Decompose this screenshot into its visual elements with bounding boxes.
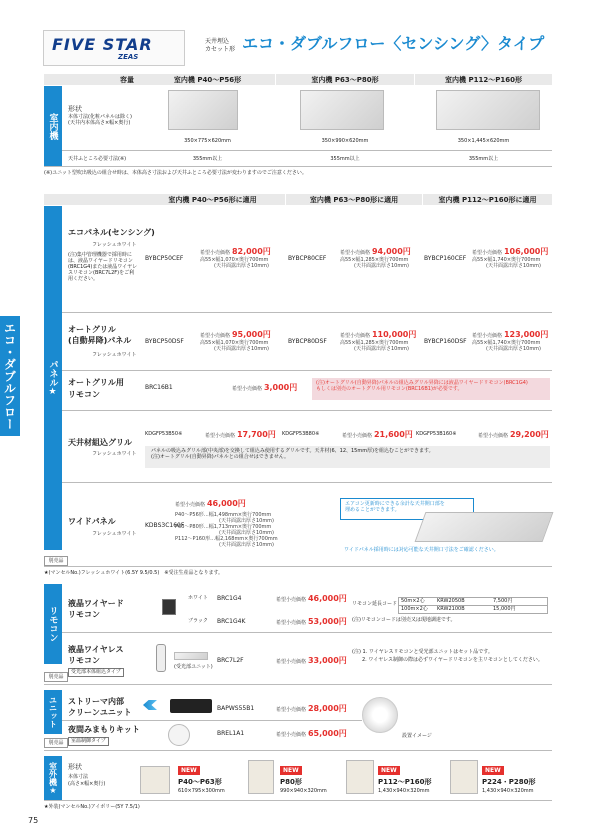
wl-model: BRC7L2F bbox=[217, 657, 244, 664]
outdoor-dim-3: 1,430×940×320mm bbox=[378, 788, 430, 794]
cord-row bbox=[399, 606, 547, 613]
remote-section-label: リモコン bbox=[44, 584, 62, 664]
stream-price: 28,000円 bbox=[307, 704, 347, 713]
logo-sub: ZEAS bbox=[118, 53, 139, 61]
wired-remote-image bbox=[162, 599, 176, 615]
wired-price-wrap-1 bbox=[276, 593, 347, 604]
ask-label: 希望小売価格 bbox=[175, 502, 206, 508]
ask-label: 希望小売価格 bbox=[276, 597, 307, 603]
wl-note2: 2. ワイヤレス制御の際は必ずワイヤードリモコンを主リモコンとしてください。 bbox=[362, 657, 543, 663]
logo-main: FIVE STAR bbox=[52, 35, 153, 54]
cord-price: 7,500円 bbox=[493, 598, 513, 604]
grill-price-1: 17,700円 bbox=[236, 430, 276, 439]
dim-3: 350×1,445×620mm bbox=[457, 138, 510, 144]
autoremote-price-wrap bbox=[232, 382, 297, 393]
install-image bbox=[362, 697, 398, 733]
cord-table bbox=[398, 597, 548, 614]
outdoor-image-2 bbox=[248, 760, 274, 794]
wide-range: P40〜P56形 bbox=[175, 512, 204, 518]
ceiling-3: 355mm以上 bbox=[468, 156, 499, 162]
grill-color: フレッシュホワイト bbox=[92, 451, 137, 457]
wired-model-1: BRC1G4 bbox=[217, 595, 242, 602]
night-kit-image bbox=[168, 724, 190, 746]
autoremote-price: 3,000円 bbox=[263, 383, 298, 392]
grill-model-2-text: KDGFP53B80 bbox=[282, 431, 316, 437]
auto-item-2 bbox=[340, 329, 425, 352]
divider bbox=[62, 370, 552, 371]
grill-model-3-text: KDGFP53B160 bbox=[416, 431, 453, 437]
eco-dim2-1: (天井面露出厚さ10mm) bbox=[214, 263, 270, 269]
outdoor-name-3: P112〜P160形 bbox=[378, 778, 432, 786]
wide-dim: 幅2,168mm×奥行700mm bbox=[215, 536, 278, 542]
ask-label: 希望小売価格 bbox=[478, 433, 509, 439]
auto-item-1 bbox=[200, 329, 285, 352]
eco-dim2-2: (天井面露出厚さ10mm) bbox=[354, 263, 410, 269]
grill-note1: パネルの吸込みグリル部(中央部)を交換して組込み使用するグリルです。天井材(6、12、15mm厚)を組込むことができます。 bbox=[151, 448, 434, 454]
eco-price-1: 82,000円 bbox=[231, 247, 271, 256]
ask-label: 希望小売価格 bbox=[276, 620, 307, 626]
header-sub1: 天井埋込 bbox=[205, 38, 230, 45]
auto-price-2: 110,000円 bbox=[371, 330, 417, 339]
unit-betsu-label: 別売品 bbox=[44, 738, 68, 748]
auto-name: オートグリル bbox=[68, 325, 116, 334]
divider bbox=[44, 750, 552, 751]
stream-model: BAPWS55B1 bbox=[217, 705, 255, 712]
shape-label: 形状 bbox=[68, 105, 82, 113]
autoremote-name2: リモコン bbox=[68, 390, 100, 399]
wide-dim: 幅1,498mm×奥行700mm bbox=[208, 512, 272, 518]
outdoor-dim-1: 610×795×300mm bbox=[178, 788, 225, 794]
cord-label: リモコン延長コード bbox=[352, 601, 398, 607]
indoor-unit-image-2 bbox=[300, 90, 384, 130]
divider bbox=[44, 800, 552, 801]
grill-note2: (注)オートグリル(自動昇降)パネルとの組合せはできません。 bbox=[151, 454, 290, 460]
outdoor-name-4: P224・P280形 bbox=[482, 778, 536, 786]
grill-price-wrap-2 bbox=[342, 429, 413, 440]
night-model: BREL1A1 bbox=[217, 730, 245, 737]
grill-model-3 bbox=[416, 431, 456, 437]
grill-note-box bbox=[145, 446, 550, 468]
stream-name: ストリーマ内部 bbox=[68, 697, 124, 706]
new-badge-4: NEW bbox=[482, 766, 504, 775]
night-name: 夜間みまもりキット bbox=[68, 725, 140, 734]
outdoor-image-4 bbox=[450, 760, 478, 794]
white-label: ホワイト bbox=[188, 595, 208, 601]
wide-row-sub: (天井面露出厚さ10mm) bbox=[219, 530, 275, 536]
ask-label: 希望小売価格 bbox=[205, 433, 236, 439]
divider bbox=[44, 566, 552, 567]
grill-price-2: 21,600円 bbox=[373, 430, 413, 439]
wide-row-sub: (天井面露出厚さ10mm) bbox=[219, 518, 275, 524]
divider bbox=[44, 166, 552, 167]
indoor-unit-image-1 bbox=[168, 90, 238, 130]
shape-note1: 本体寸法(化粧パネルは除く) bbox=[68, 114, 132, 120]
wide-range: P63〜P80形 bbox=[175, 524, 204, 530]
auto-price-3: 123,000円 bbox=[503, 330, 549, 339]
side-tab: エコ・ダブルフロー bbox=[0, 316, 20, 436]
wl-tag: 受光部本体組込タイプ bbox=[68, 668, 124, 677]
wide-rows bbox=[175, 512, 315, 548]
auto-dim2-3: (天井面露出厚さ10mm) bbox=[486, 346, 542, 352]
wide-model: KDBS3C160F bbox=[145, 522, 185, 529]
eco-model-2: BYBCP80CEF bbox=[288, 255, 327, 262]
grill-model-2 bbox=[282, 431, 319, 437]
eco-item-2 bbox=[340, 246, 425, 269]
wide-row-sub: (天井面露出厚さ10mm) bbox=[219, 542, 275, 548]
wl-sub: (受光部ユニット) bbox=[174, 664, 213, 670]
auto-name2: (自動昇降)パネル bbox=[68, 336, 132, 345]
ask-label: 希望小売価格 bbox=[472, 250, 503, 256]
divider bbox=[44, 684, 552, 685]
outdoor-shape-label: 形状 bbox=[68, 763, 82, 771]
wl-price-wrap bbox=[276, 655, 347, 666]
night-price-wrap bbox=[276, 728, 347, 739]
grill-mark-1: ※ bbox=[178, 431, 183, 437]
eco-note: (注)集中管理機器で採用時には、液晶ワイヤードリモコン(BRC1G4)または液晶ワイヤレスリモコン(BRC7L2F)をご利用ください。 bbox=[68, 252, 138, 282]
cord-price: 15,000円 bbox=[493, 606, 516, 612]
unit-footnote: (※)ユニット型吹出吸込の組合せ時は、本体高さ寸法および天井ふところ必要寸法が変わりますのでご注意ください。 bbox=[44, 170, 307, 176]
wide-dim: 幅1,713mm×奥行700mm bbox=[208, 524, 272, 530]
ask-label: 希望小売価格 bbox=[342, 433, 373, 439]
grill-price-wrap-1 bbox=[205, 429, 276, 440]
auto-item-3 bbox=[472, 329, 554, 352]
wide-row: P63〜P80形…幅1,713mm×奥行700mm bbox=[175, 524, 272, 530]
auto-dim1-2: 高55×幅1,285×奥行700mm bbox=[340, 340, 409, 346]
auto-dim1-3: 高55×幅1,740×奥行700mm bbox=[472, 340, 541, 346]
grill-model-1 bbox=[145, 431, 182, 437]
auto-price-1: 95,000円 bbox=[231, 330, 271, 339]
divider bbox=[62, 482, 552, 483]
cord-note: (注)リモコンコードは別売又は現地調達です。 bbox=[352, 617, 456, 623]
wide-callout2: 埋めることができます。 bbox=[345, 507, 400, 513]
page-number: 75 bbox=[28, 816, 39, 825]
wl-name: 液晶ワイヤレス bbox=[68, 645, 124, 654]
header-sub2: カセット形 bbox=[205, 46, 236, 53]
grill-mark-2: ※ bbox=[315, 431, 320, 437]
ask-label: 希望小売価格 bbox=[472, 333, 503, 339]
night-price: 65,000円 bbox=[307, 729, 347, 738]
ask-label: 希望小売価格 bbox=[340, 250, 371, 256]
betsu-label: 別売品 bbox=[44, 556, 68, 566]
brand-logo bbox=[43, 30, 185, 66]
panel-col-2: 室内機 P63〜P80形に適用 bbox=[286, 194, 422, 205]
cord-model: KRW2050B bbox=[437, 598, 465, 604]
outdoor-name-2: P80形 bbox=[280, 778, 302, 786]
unit-col-3: 室内機 P112〜P160形 bbox=[415, 74, 552, 85]
wide-name: ワイドパネル bbox=[68, 517, 116, 526]
outdoor-section-label: 室外機★ bbox=[44, 756, 62, 800]
new-badge-2: NEW bbox=[280, 766, 302, 775]
wired-price-wrap-2 bbox=[276, 616, 347, 627]
cord-len: 100m×2心 bbox=[401, 606, 428, 612]
stream-unit-image bbox=[170, 699, 212, 713]
ask-label: 希望小売価格 bbox=[200, 250, 231, 256]
grill-name: 天井材組込グリル bbox=[68, 438, 132, 447]
panel-section-label: パネル★ bbox=[44, 206, 62, 550]
eco-item-3 bbox=[472, 246, 554, 269]
autoremote-model: BRC16B1 bbox=[145, 384, 173, 391]
panel-col-3: 室内機 P112〜P160形に適用 bbox=[423, 194, 552, 205]
night-tag: 室温制御タイプ bbox=[68, 737, 109, 746]
auto-model-2: BYBCP80DSF bbox=[288, 338, 327, 345]
wired-name: 液晶ワイヤード bbox=[68, 599, 124, 608]
ask-label: 希望小売価格 bbox=[276, 659, 307, 665]
auto-model-1: BYBCP50DSF bbox=[145, 338, 184, 345]
outdoor-image-3 bbox=[346, 760, 374, 794]
eco-price-3: 106,000円 bbox=[503, 247, 549, 256]
ask-label: 希望小売価格 bbox=[276, 732, 307, 738]
outdoor-dim-2: 990×940×320mm bbox=[280, 788, 327, 794]
panel-footnote: ★(マンセルNo.)フレッシュホワイト(6.5Y 9.5/0.5) ※受注生産品となります。 bbox=[44, 570, 224, 576]
wide-range: P112〜P160形 bbox=[175, 536, 211, 542]
outdoor-shape-note2: (高さ×幅×奥行) bbox=[68, 781, 106, 787]
grill-price-3: 29,200円 bbox=[509, 430, 549, 439]
eco-model-3: BYBCP160CEF bbox=[424, 255, 467, 262]
divider bbox=[62, 312, 552, 313]
outdoor-shape-note1: 本体寸法 bbox=[68, 774, 89, 780]
auto-model-3: BYBCP160DSF bbox=[424, 338, 467, 345]
divider bbox=[62, 720, 362, 721]
wide-panel-image bbox=[415, 512, 554, 542]
eco-name: エコパネル(センシング) bbox=[68, 228, 155, 237]
eco-price-2: 94,000円 bbox=[371, 247, 411, 256]
autoremote-note-box bbox=[312, 378, 550, 400]
black-label: ブラック bbox=[188, 618, 208, 624]
cap-label: 容量 bbox=[44, 74, 140, 85]
new-badge-3: NEW bbox=[378, 766, 400, 775]
ceiling-2: 355mm以上 bbox=[330, 156, 360, 162]
grill-price-wrap-3 bbox=[478, 429, 549, 440]
auto-dim2-2: (天井面露出厚さ10mm) bbox=[354, 346, 410, 352]
wide-price-wrap bbox=[175, 498, 246, 509]
wide-row: P40〜P56形…幅1,498mm×奥行700mm bbox=[175, 512, 272, 518]
eco-dim1-3: 高55×幅1,740×奥行700mm bbox=[472, 257, 541, 263]
stream-name2: クリーンユニット bbox=[68, 708, 132, 717]
daikin-logo-icon bbox=[143, 700, 157, 710]
autoremote-note2: もしくは別売のオートグリル用リモコン(BRC16B1)が必要です。 bbox=[316, 386, 463, 392]
autoremote-note1: (注)オートグリル(自動昇降)パネルの組込みグリル昇降には液晶ワイヤードリモコン(BRC1G4) bbox=[316, 380, 528, 386]
grill-model-1-text: KDGFP53B50 bbox=[145, 431, 179, 437]
ask-label: 希望小売価格 bbox=[340, 333, 371, 339]
indoor-unit-image-3 bbox=[436, 90, 540, 130]
eco-color: フレッシュホワイト bbox=[92, 242, 137, 248]
unit-row-label: 室内機 bbox=[44, 86, 62, 166]
wl-receiver-image bbox=[174, 652, 208, 660]
outdoor-name-1: P40〜P63形 bbox=[178, 778, 222, 786]
grill-mark-3: ※ bbox=[452, 431, 457, 437]
stream-price-wrap bbox=[276, 703, 347, 714]
wired-price-2: 53,000円 bbox=[307, 617, 347, 626]
cord-len: 50m×2心 bbox=[401, 598, 425, 604]
eco-dim1-1: 高55×幅1,070×奥行700mm bbox=[200, 257, 269, 263]
wl-name2: リモコン bbox=[68, 656, 100, 665]
wide-color: フレッシュホワイト bbox=[92, 531, 137, 537]
eco-dim1-2: 高55×幅1,285×奥行700mm bbox=[340, 257, 409, 263]
install-image-label: 設置イメージ bbox=[402, 733, 432, 739]
cord-model: KRW2100B bbox=[437, 606, 465, 612]
wl-remote-image bbox=[156, 644, 166, 672]
wired-price-1: 46,000円 bbox=[307, 594, 347, 603]
unit-col-1: 室内機 P40〜P56形 bbox=[140, 74, 275, 85]
ask-label: 希望小売価格 bbox=[232, 386, 263, 392]
outdoor-image-1 bbox=[140, 766, 170, 794]
wl-price: 33,000円 bbox=[307, 656, 347, 665]
unit-col-2: 室内機 P63〜P80形 bbox=[276, 74, 414, 85]
divider bbox=[62, 150, 552, 151]
wired-name2: リモコン bbox=[68, 610, 100, 619]
dim-2: 350×990×620mm bbox=[321, 138, 369, 144]
wide-row: P112〜P160形…幅2,168mm×奥行700mm bbox=[175, 536, 278, 542]
eco-model-1: BYBCP50CEF bbox=[145, 255, 184, 262]
remote-betsu-label: 別売品 bbox=[44, 672, 68, 682]
autoremote-name: オートグリル用 bbox=[68, 378, 124, 387]
ask-label: 希望小売価格 bbox=[200, 333, 231, 339]
wide-price: 46,000円 bbox=[206, 499, 246, 508]
wl-note1: (注) 1. ワイヤレスリモコンと受光部ユニットはセット品です。 bbox=[352, 649, 493, 655]
dim-1: 350×775×620mm bbox=[184, 138, 231, 144]
divider bbox=[62, 410, 552, 411]
panel-header-left bbox=[44, 194, 140, 205]
auto-color: フレッシュホワイト bbox=[92, 352, 137, 358]
ask-label: 希望小売価格 bbox=[276, 707, 307, 713]
unit-section-label: ユニット bbox=[44, 690, 62, 734]
divider bbox=[62, 632, 552, 633]
wired-model-2: BRC1G4K bbox=[217, 618, 246, 625]
wide-callout1: エアコン更新時にできる余計な天井開口部を bbox=[345, 501, 445, 507]
cord-row bbox=[399, 598, 547, 606]
page-title: エコ・ダブルフロー〈センシング〉タイプ bbox=[242, 34, 545, 53]
eco-item-1 bbox=[200, 246, 285, 269]
outdoor-dim-4: 1,430×940×320mm bbox=[482, 788, 534, 794]
shape-note2: (天井内本体高さ×幅×奥行) bbox=[68, 120, 131, 126]
eco-dim2-3: (天井面露出厚さ10mm) bbox=[486, 263, 542, 269]
wide-note: ワイドパネル採用時には対応可能な天井開口寸法をご確認ください。 bbox=[344, 547, 499, 553]
ceiling-label: 天井ふところ必要寸法(※) bbox=[68, 156, 127, 162]
panel-col-1: 室内機 P40〜P56形に適用 bbox=[140, 194, 285, 205]
bottom-note: ★外装(マンセルNo.)アイボリー(5Y 7.5/1) bbox=[44, 804, 140, 810]
auto-dim2-1: (天井面露出厚さ10mm) bbox=[214, 346, 270, 352]
ceiling-1: 355mm以上 bbox=[192, 156, 223, 162]
new-badge-1: NEW bbox=[178, 766, 200, 775]
auto-dim1-1: 高55×幅1,070×奥行700mm bbox=[200, 340, 269, 346]
